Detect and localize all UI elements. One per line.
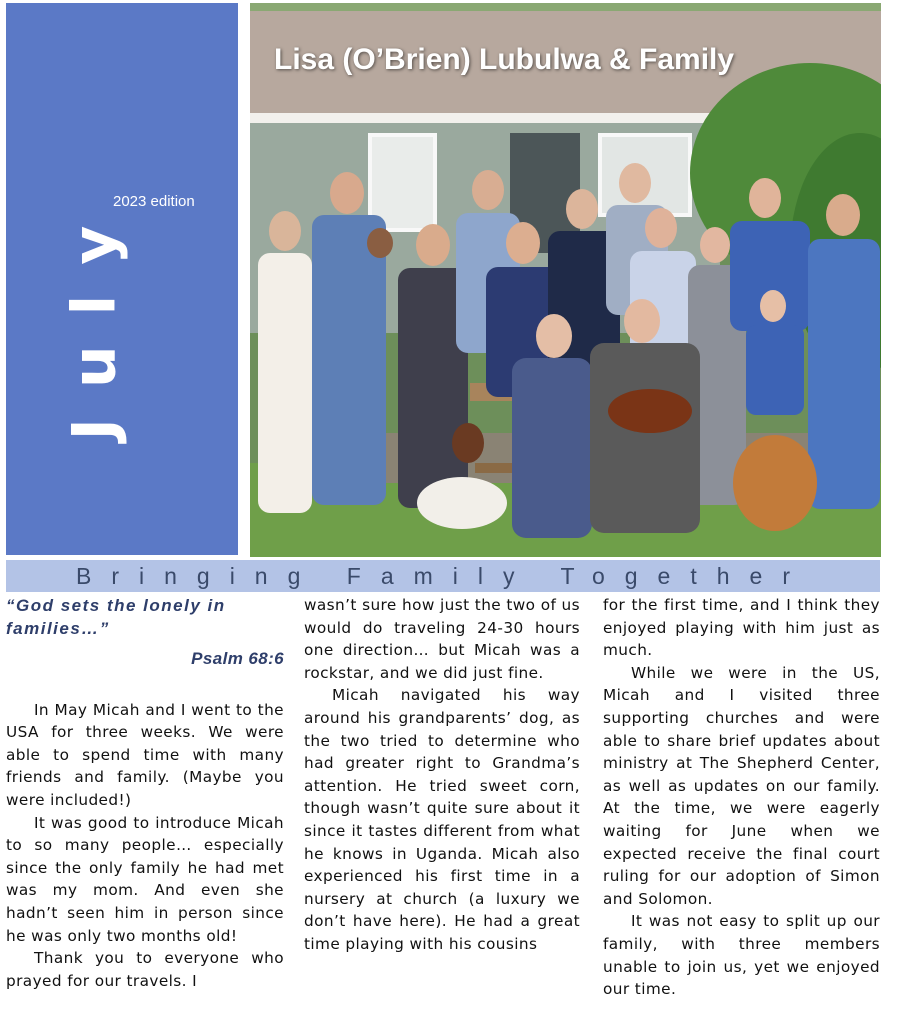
tagline-text: Bringing Family Together	[76, 562, 810, 589]
photo-title: Lisa (O’Brien) Lubulwa & Family	[274, 43, 735, 76]
scripture-quote: “God sets the lonely in families…”	[6, 596, 226, 638]
paragraph: It was not easy to split up our family, with three members unable to join us, yet we enjoyed our time.	[603, 912, 880, 999]
edition-label: 2023 edition	[113, 193, 195, 210]
month-title	[58, 128, 130, 508]
paragraph: Micah navigated his way around his grandparents’ dog, as the two tried to determine who had greater right to Grandma’s attention. He tried sweet corn, though wasn’t quite sure about it since it tastes different from what he knows in Uganda. Micah also experienced his first time in a nursery at church (a luxury we don’t have here). He had a great time playing with his cousins	[304, 686, 580, 953]
article-column-3	[603, 594, 880, 1001]
paragraph: While we were in the US, Micah and I visited three supporting churches and were able to share brief updates about ministry at The Shepherd Center, as well as updates on our family. At the time, we were eagerly waiting for June when we expected receive the final court ruling for our adoption of Simon and Solomon.	[603, 663, 880, 908]
article-column-2	[304, 594, 580, 956]
scripture-reference: Psalm 68:6	[191, 649, 284, 668]
paragraph: In May Micah and I went to the USA for three weeks. We were able to spend time with many friends and family. (Maybe you were included!)	[6, 700, 284, 809]
family-photo	[250, 3, 881, 557]
tagline-bar	[6, 560, 880, 592]
paragraph: Thank you to everyone who prayed for our travels. I	[6, 949, 284, 990]
paragraph: for the first time, and I think they enjoyed playing with him just as much.	[603, 596, 880, 660]
month-label: July	[59, 195, 129, 441]
paragraph: It was good to introduce Micah to so many people… especially since the only family he had met was my mom. And even she hadn’t seen him in person since he was only two months old!	[6, 813, 284, 945]
paragraph: wasn’t sure how just the two of us would do traveling 24-30 hours one direction… but Micah was a rockstar, and we did just fine.	[304, 596, 580, 682]
family-photo-illustration	[250, 3, 881, 557]
article-column-1	[6, 594, 284, 992]
